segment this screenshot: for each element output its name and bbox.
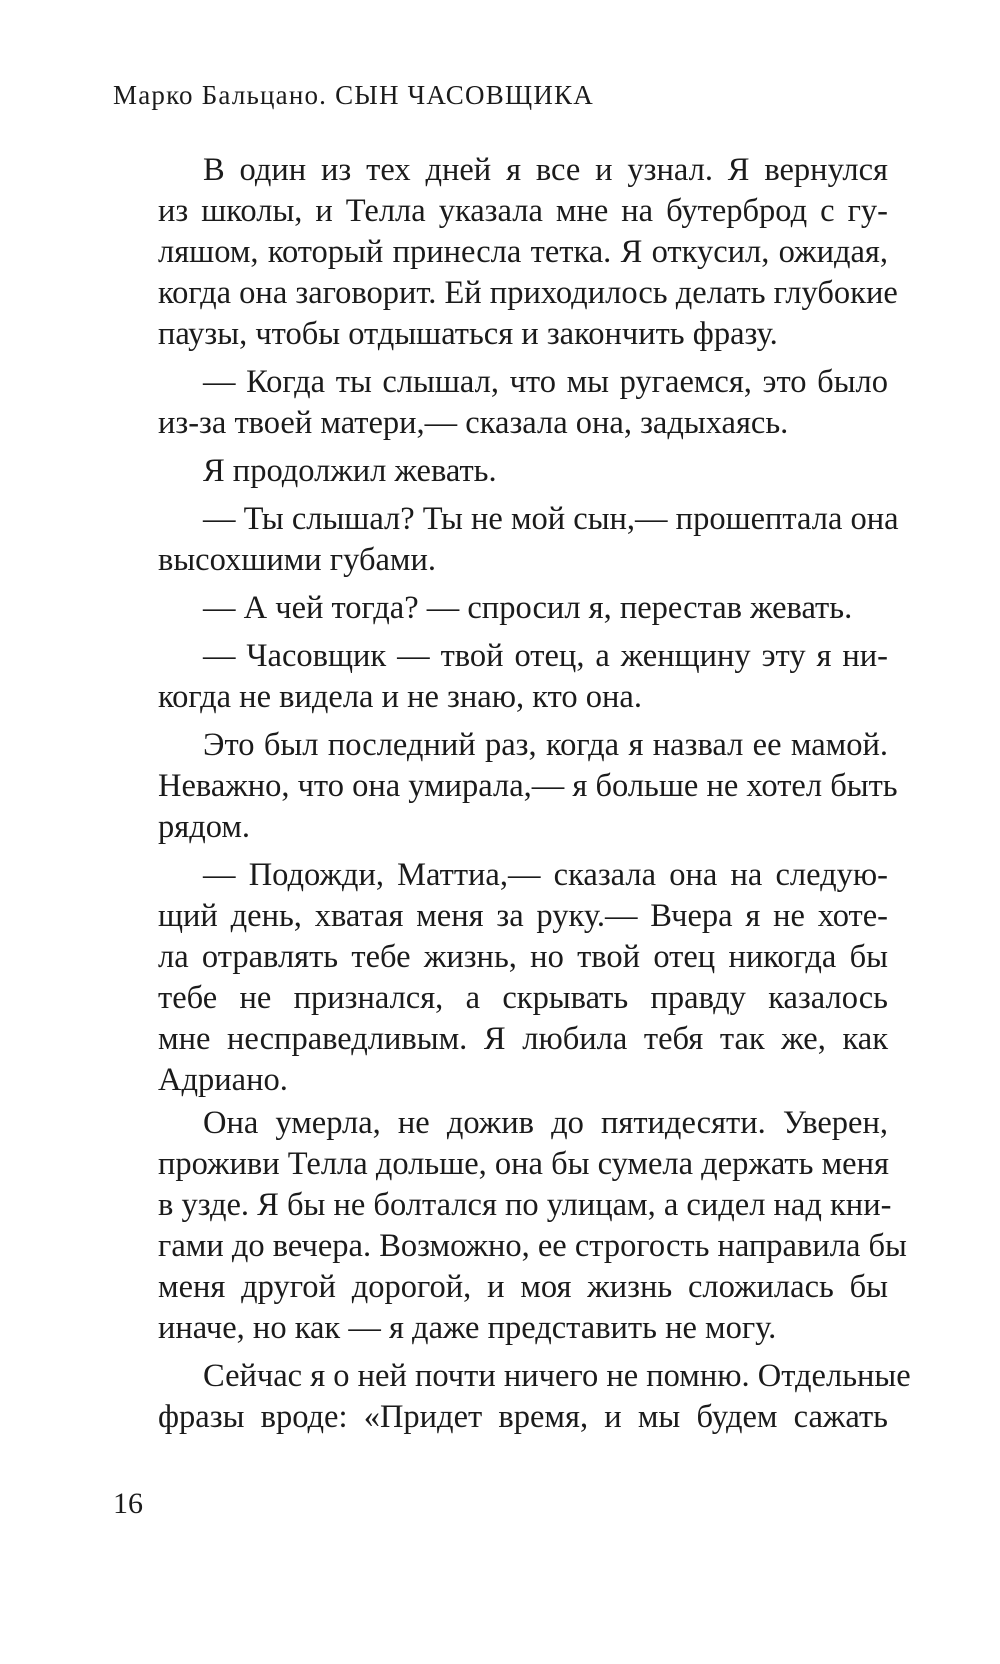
text-line: Она умерла, не дожив до пятидесяти. Уверен, (203, 1105, 888, 1141)
text-line: Неважно, что она умирала,— я больше не хотел быть (158, 768, 898, 804)
text-line: рядом. (158, 809, 251, 845)
text-line: когда она заговорит. Ей приходилось делать глубокие (158, 275, 898, 311)
text-line: иначе, но как — я даже представить не могу. (158, 1310, 777, 1346)
text-line: — Подожди, Маттиа,— сказала она на следую- (203, 857, 888, 893)
text-line: проживи Телла дольше, она бы сумела держать меня (158, 1146, 889, 1182)
text-line: щий день, хватая меня за руку.— Вчера я не хоте- (158, 898, 888, 934)
text-line: паузы, чтобы отдышаться и закончить фразу. (158, 316, 778, 352)
page-number: 16 (113, 1487, 143, 1520)
text-line: из-за твоей матери,— сказала она, задыхаясь. (158, 405, 789, 441)
text-line: меня другой дорогой, и моя жизнь сложилась бы (158, 1269, 888, 1305)
text-line: В один из тех дней я все и узнал. Я вернулся (203, 152, 888, 188)
text-line: ла отравлять тебе жизнь, но твой отец никогда бы (158, 939, 888, 975)
text-line: ляшом, который принесла тетка. Я откусил, ожидая, (158, 234, 888, 270)
text-line: — Часовщик — твой отец, а женщину эту я ни- (203, 638, 888, 674)
text-section-1 (158, 150, 899, 1101)
text-line: в узде. Я бы не болтался по улицам, а сидел над кни- (158, 1187, 892, 1223)
text-line: — Когда ты слышал, что мы ругаемся, это было (203, 364, 888, 400)
running-head: Марко Бальцано. СЫН ЧАСОВЩИКА (113, 80, 594, 110)
text-line: — Ты слышал? Ты не мой сын,— прошептала она (203, 501, 899, 537)
text-line: фразы вроде: «Придет время, и мы будем сажать (158, 1399, 888, 1435)
text-line: высохшими губами. (158, 542, 436, 578)
text-section-2 (158, 1103, 911, 1438)
text-line: из школы, и Телла указала мне на бутерброд с гу- (158, 193, 888, 229)
text-line: мне несправедливым. Я любила тебя так же, как (158, 1021, 888, 1057)
text-line: тебе не признался, а скрывать правду казалось (158, 980, 888, 1016)
text-line: Сейчас я о ней почти ничего не помню. Отдельные (203, 1358, 911, 1394)
text-line: — А чей тогда? — спросил я, перестав жевать. (203, 590, 853, 626)
text-line: Адриано. (158, 1062, 288, 1098)
text-line: когда не видела и не знаю, кто она. (158, 679, 642, 715)
text-line: Я продолжил жевать. (203, 453, 497, 489)
text-line: Это был последний раз, когда я назвал ее мамой. (203, 727, 888, 763)
text-line: гами до вечера. Возможно, ее строгость направила бы (158, 1228, 907, 1264)
